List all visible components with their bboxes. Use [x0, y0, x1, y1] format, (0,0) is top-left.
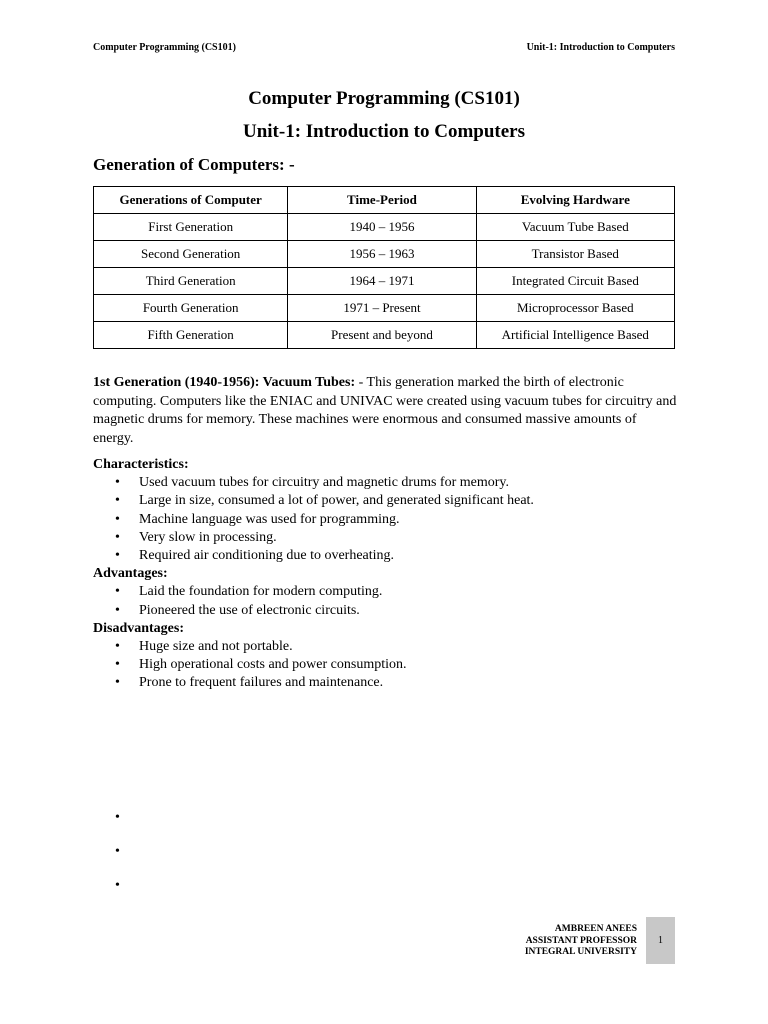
table-cell: 1971 – Present — [288, 295, 476, 322]
table-row — [94, 268, 675, 295]
list-item: • Huge size and not portable. — [93, 638, 678, 656]
running-header-left: Computer Programming (CS101) — [93, 42, 236, 53]
table-row — [94, 322, 675, 349]
list-item: • High operational costs and power consumption. — [93, 656, 678, 674]
advantages-heading: Advantages: — [93, 566, 168, 582]
table-cell: First Generation — [94, 214, 288, 241]
list-item: • Pioneered the use of electronic circuits. — [93, 602, 678, 620]
generations-table — [93, 186, 675, 349]
table-row — [94, 295, 675, 322]
table-header-cell: Time-Period — [288, 187, 476, 214]
table-header-cell: Generations of Computer — [94, 187, 288, 214]
table-cell: Microprocessor Based — [476, 295, 674, 322]
table-cell: Artificial Intelligence Based — [476, 322, 674, 349]
first-generation-paragraph — [93, 374, 678, 448]
table-cell: 1964 – 1971 — [288, 268, 476, 295]
list-item: • Required air conditioning due to overheating. — [93, 547, 678, 565]
author-footer — [525, 924, 637, 959]
list-item: • Prone to frequent failures and maintenance. — [93, 674, 678, 692]
page-number: 1 — [658, 935, 663, 946]
table-cell: Transistor Based — [476, 241, 674, 268]
author-role: ASSISTANT PROFESSOR — [525, 935, 637, 946]
running-header-right: Unit-1: Introduction to Computers — [526, 42, 675, 53]
generation-details — [93, 456, 678, 693]
characteristics-heading: Characteristics: — [93, 457, 189, 472]
table-row — [94, 241, 675, 268]
list-item: • Large in size, consumed a lot of power, and generated significant heat. — [93, 492, 678, 510]
table-cell: 1940 – 1956 — [288, 214, 476, 241]
table-cell: Second Generation — [94, 241, 288, 268]
table-cell: Integrated Circuit Based — [476, 268, 674, 295]
disadvantages-heading: Disadvantages: — [93, 620, 185, 636]
section-heading: Generation of Computers: - — [93, 155, 295, 174]
table-header-row — [94, 187, 675, 214]
table-cell: Present and beyond — [288, 322, 476, 349]
table-cell: Vacuum Tube Based — [476, 214, 674, 241]
table-cell: 1956 – 1963 — [288, 241, 476, 268]
table-cell: Fifth Generation — [94, 322, 288, 349]
document-title: Computer Programming (CS101) — [248, 88, 520, 109]
table-row — [94, 214, 675, 241]
author-organization: INTEGRAL UNIVERSITY — [524, 947, 637, 957]
empty-bullet: • — [115, 878, 120, 893]
table-header-cell: Evolving Hardware — [476, 187, 674, 214]
first-generation-text: - This generation marked the birth of electronic computing. Computers like the ENIAC and UNIVAC were created using vacuum tubes for circuitry and magnetic drums for memory. These machines were enormous and consumed massive amounts of energy. — [93, 375, 677, 446]
empty-bullet-list — [115, 810, 120, 912]
author-name: AMBREEN ANEES — [554, 924, 637, 934]
document-subtitle: Unit-1: Introduction to Computers — [242, 121, 525, 142]
list-item: • Used vacuum tubes for circuitry and magnetic drums for memory. — [93, 474, 678, 492]
page-number-box — [646, 917, 675, 964]
list-item: • Laid the foundation for modern computing. — [93, 583, 678, 601]
advantages-list — [93, 583, 678, 619]
list-item: • Very slow in processing. — [93, 529, 678, 547]
table-cell: Third Generation — [94, 268, 288, 295]
empty-bullet: • — [115, 810, 120, 825]
first-generation-label: 1st Generation (1940-1956): Vacuum Tubes: — [93, 375, 356, 390]
characteristics-list — [93, 474, 678, 565]
disadvantages-list — [93, 638, 678, 693]
list-item: • Machine language was used for programming. — [93, 511, 678, 529]
empty-bullet: • — [115, 844, 120, 859]
table-cell: Fourth Generation — [94, 295, 288, 322]
